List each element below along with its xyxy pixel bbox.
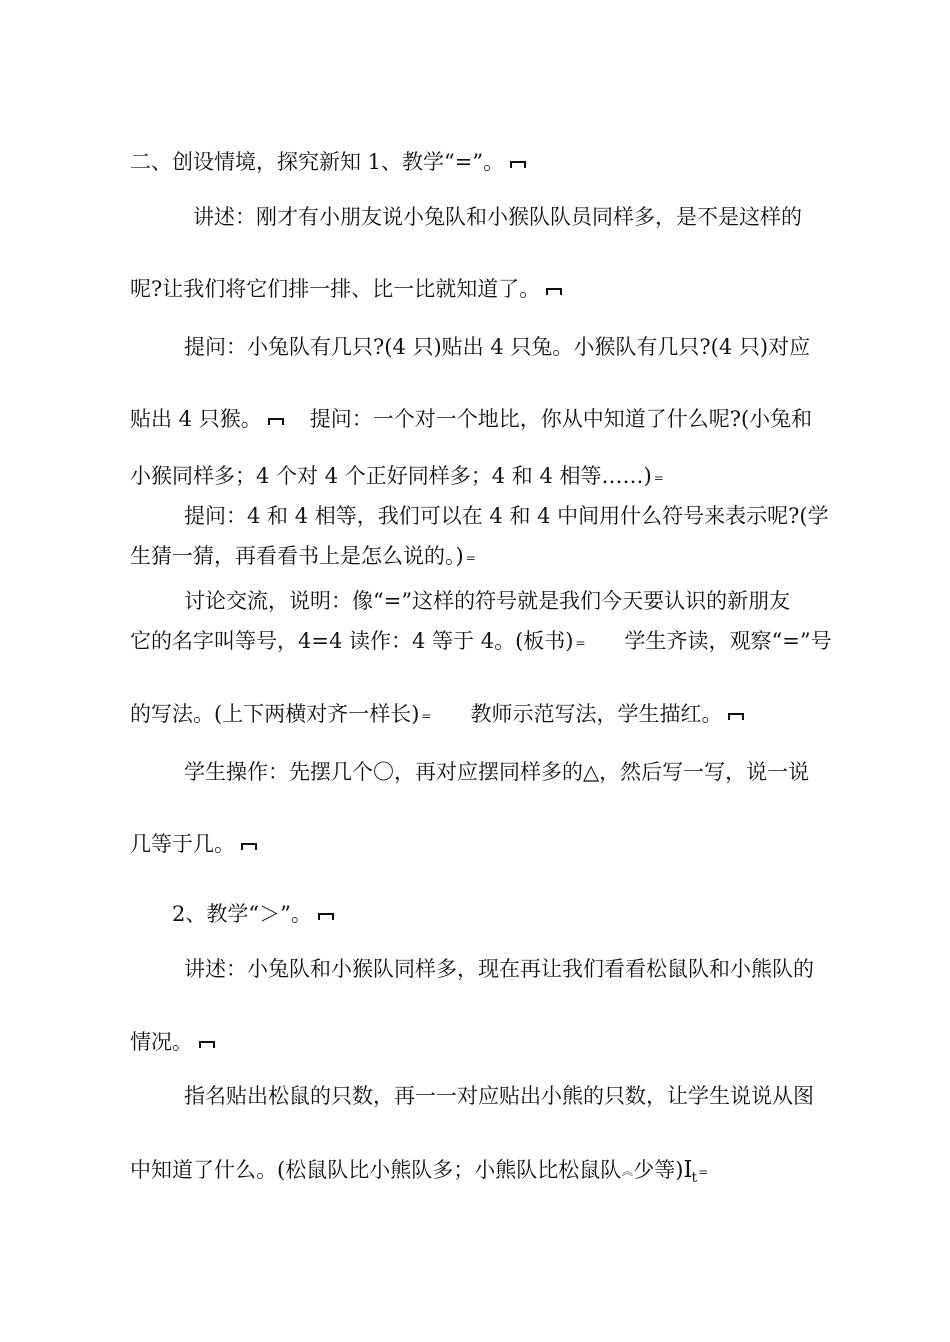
paragraph-line-13: 几等于几。 [130, 830, 950, 858]
paragraph-mark-icon [318, 913, 334, 923]
paragraph-line-17: 指名贴出松鼠的只数，再一一对应贴出小熊的只数，让学生说说从图 [184, 1084, 814, 1108]
paragraph-mark-icon [268, 418, 284, 428]
paragraph-line-2: 讲述：刚才有小朋友说小兔队和小猴队队员同样多，是不是这样的 [193, 205, 802, 229]
paragraph-mark-icon [728, 713, 744, 723]
paragraph-line-18: 中知道了什么。(松鼠队比小熊队多；小熊队比松鼠队︽少等)$I_t$ = [130, 1157, 708, 1186]
paragraph-line-8: 生猜一猜，再看看书上是怎么说的。) = [130, 542, 950, 572]
line-break-mark-icon: = [465, 551, 475, 565]
paragraph-line-14: 2、教学“＞”。 [172, 900, 950, 928]
paragraph-line-1: 二、创设情境，探究新知 1、教学“=”。 [130, 148, 950, 176]
paragraph-line-10: 它的名字叫等号，4=4 读作：4 等于 4。(板书) = 学生齐读，观察“=”号 [130, 627, 950, 657]
line-break-mark-icon: = [575, 636, 585, 650]
paragraph-line-15: 讲述：小兔队和小猴队同样多，现在再让我们看看松鼠队和小熊队的 [184, 957, 814, 981]
paragraph-line-9: 讨论交流，说明：像“=”这样的符号就是我们今天要认识的新朋友 [184, 589, 791, 613]
paragraph-line-11: 的写法。(上下两横对齐一样长) = 教师示范写法，学生描红。 [130, 700, 950, 730]
paragraph-mark-icon [546, 288, 562, 298]
paragraph-line-4: 提问：小兔队有几只?(4 只)贴出 4 只兔。小猴队有几只?(4 只)对应 [184, 335, 811, 359]
paragraph-line-3: 呢?让我们将它们排一排、比一比就知道了。 [130, 275, 950, 303]
paragraph-line-5: 贴出 4 只猴。 提问：一个对一个地比，你从中知道了什么呢?(小兔和 [130, 407, 813, 431]
paragraph-mark-icon [510, 161, 526, 171]
line-break-mark-icon: = [698, 1165, 708, 1179]
paragraph-mark-icon [199, 1041, 215, 1051]
paragraph-mark-icon [241, 843, 257, 853]
paragraph-line-7: 提问：4 和 4 相等，我们可以在 4 和 4 中间用什么符号来表示呢?(学 [184, 504, 829, 528]
paragraph-line-16: 情况。 [130, 1028, 950, 1056]
artifact-glyph: $I_t$ [683, 1157, 697, 1186]
line-break-mark-icon: = [653, 471, 663, 485]
paragraph-line-6: 小猴同样多；4 个对 4 个正好同样多；4 和 4 相等……) = [130, 462, 950, 492]
paragraph-line-12: 学生操作：先摆几个〇，再对应摆同样多的△，然后写一写，说一说 [184, 760, 810, 784]
line-break-mark-icon: = [421, 709, 431, 723]
double-chevron-icon: ︽ [621, 1164, 634, 1178]
